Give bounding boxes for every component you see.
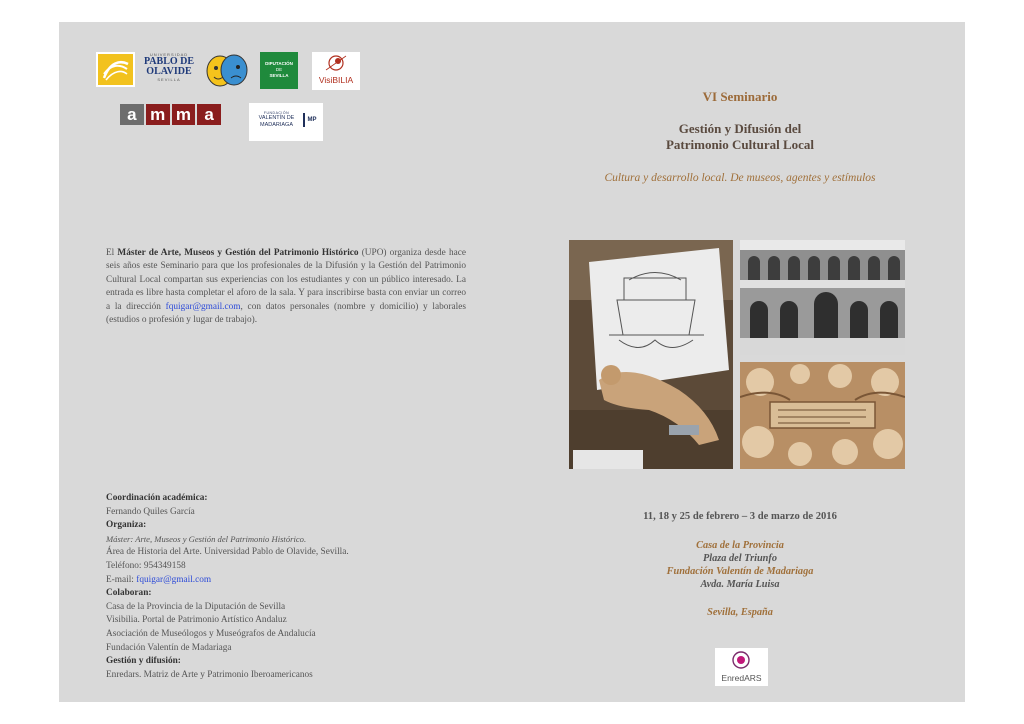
alcazar-courtyard-photo bbox=[740, 240, 905, 355]
amma-logo: a m m a bbox=[120, 104, 221, 125]
visibilia-logo: VisiBILIA bbox=[312, 52, 360, 90]
upo-logo: UNIVERSIDAD PABLO DE OLAVIDE SEVILLA bbox=[143, 52, 195, 82]
page-subtitle: Cultura y desarrollo local. De museos, agentes y estímulos bbox=[604, 172, 876, 184]
venue-line-3: Fundación Valentín de Madariaga bbox=[666, 566, 814, 577]
venue-line-2: Plaza del Triunfo bbox=[703, 553, 777, 564]
restoration-photo bbox=[569, 240, 733, 469]
masks-logo bbox=[204, 52, 250, 89]
organizer-heading: Organiza: bbox=[106, 520, 147, 531]
venue-line-4: Avda. María Luisa bbox=[700, 579, 780, 590]
baroque-carving-photo bbox=[740, 362, 905, 469]
diputacion-sevilla-logo: DIPUTACIÓN DE SEVILLA bbox=[260, 52, 298, 89]
collaborators-heading: Colaboran: bbox=[106, 588, 152, 599]
intro-email-link[interactable]: fquigar@gmail.com bbox=[165, 301, 241, 312]
coordination-heading: Coordinación académica: bbox=[106, 493, 208, 503]
page-title: Gestión y Difusión del Patrimonio Cultural Local bbox=[665, 121, 815, 152]
diffusion-heading: Gestión y difusión: bbox=[106, 656, 181, 667]
credits-block: Coordinación académica: Fernando Quiles García Organiza: Máster: Arte, Museos y Gestión del Patrimonio Histórico. Área de Historia del Arte. Universidad Pablo de Olavide, Sevilla. Teléfono: 954349158 E-mail: fquigar@gmail.com Colaboran: Casa de la Provincia de la Diputación de Sevilla Visibilia. Portal de Patrimonio Artístico Andaluz Asociación de Museólogos y Museógrafos de Andalucía Fundación Valentín de Madariaga Gestión y difusión: Enredars. Matriz de Arte y Patrimonio Iberoamericanos bbox=[106, 492, 466, 682]
intro-paragraph: El Máster de Arte, Museos y Gestión del Patrimonio Histórico (UPO) organiza desde hace seis años este Seminario para que los profesionales de la Difusión y la Gestión del Patrimonio Cultural Local compartan sus experiencias con los estudiantes y con un público interesado. La entrada es libre hasta completar el aforo de la sala. Y para inscribirse basta con enviar un correo a la dirección fquigar@gmail.com, con datos personales (nombre y domicilio) y laborales (estudios o profesión y lugar de trabajo). bbox=[106, 248, 466, 326]
enredars-logo: EnredARS bbox=[715, 648, 768, 686]
upo-emblem-logo bbox=[96, 52, 135, 87]
event-dates: 11, 18 y 25 de febrero – 3 de marzo de 2016 bbox=[643, 511, 837, 522]
event-city: Sevilla, España bbox=[707, 607, 773, 618]
seminar-number: VI Seminario bbox=[702, 89, 778, 104]
venue-line-1: Casa de la Provincia bbox=[696, 540, 784, 551]
fundacion-madariaga-logo: FUNDACIÓN VALENTÍN DE MADARIAGA MP bbox=[249, 103, 323, 141]
credits-email-link[interactable]: fquigar@gmail.com bbox=[136, 574, 212, 585]
